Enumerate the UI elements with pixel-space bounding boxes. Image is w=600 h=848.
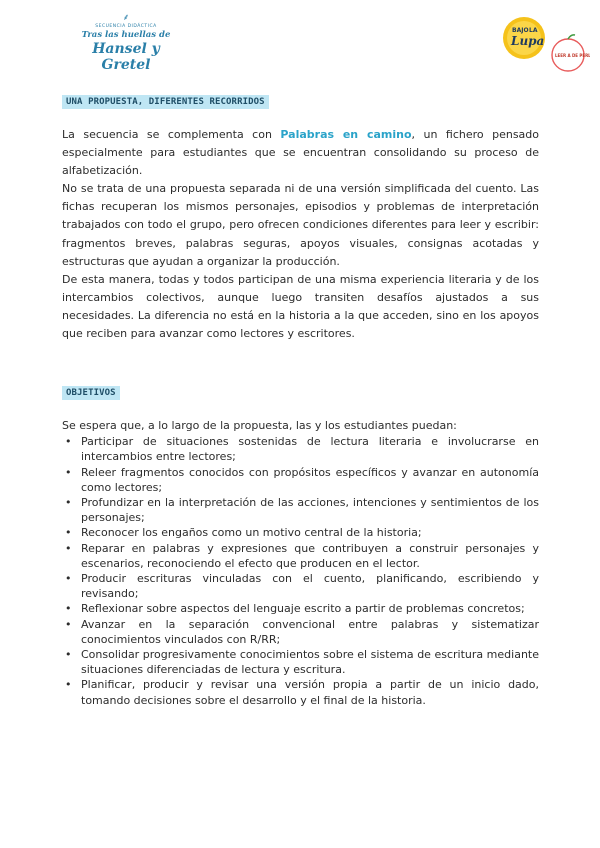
bullet-icon: • [65, 572, 72, 586]
objectives-intro: Se espera que, a lo largo de la propuesta, las y los estudiantes puedan: [62, 419, 457, 432]
partner-logos [500, 14, 590, 76]
sprig-icon: ⸙ [122, 13, 130, 23]
bullet-icon: • [65, 435, 72, 449]
bullet-icon: • [65, 617, 72, 631]
section-heading-objectives: OBJETIVOS [62, 386, 120, 400]
list-item: • Reconocer los engaños como un motivo central de la historia; [65, 526, 422, 540]
bullet-icon: • [65, 648, 72, 662]
list-item: • Reparar en palabras y expresiones que contribuyen a construir personajes y escenarios, reconociendo el efecto que producen en el lector. [65, 541, 539, 570]
objectives-block [62, 418, 539, 708]
list-item: • Profundizar en la interpretación de las acciones, intenciones y sentimientos de los personajes; [65, 496, 539, 525]
logo-title-line1: Tras las huellas de [81, 30, 171, 40]
svg-text:BAJO: BAJO [512, 27, 529, 34]
fichero-name: Palabras en camino [280, 128, 412, 141]
svg-text:LA: LA [529, 27, 538, 34]
list-item: • Participar de situaciones sostenidas de lectura literaria e involucrarse en intercambios entre lectores; [65, 435, 539, 464]
svg-text:LEER A DE PERLA: LEER A DE PERLA [555, 53, 590, 58]
bajo-la-lupa-logo [500, 14, 590, 76]
list-item: • Avanzar en la separación convencional entre palabras y sistematizar conocimientos vinculados con R/RR; [65, 617, 539, 646]
bullet-icon: • [65, 541, 72, 555]
list-item: • Planificar, producir y revisar una versión propia a partir de un inicio dado, tomando decisiones sobre el desarrollo y el final de la historia. [65, 678, 539, 707]
logo-title-line2: Hansel y Gretel [92, 41, 160, 73]
svg-text:Lupa: Lupa [511, 34, 545, 48]
section-heading-proposal: UNA PROPUESTA, DIFERENTES RECORRIDOS [62, 95, 269, 109]
paragraph-3: De esta manera, todas y todos participan de una misma experiencia literaria y de los intercambios colectivos, aunque luego transiten desafíos ajustados a sus necesidades. La diferencia no está en la historia a la que acceden, sino en los apoyos que reciben para avanzar como lectores y escritores. [62, 272, 539, 341]
bullet-icon: • [65, 602, 72, 616]
bullet-icon: • [65, 526, 72, 540]
paragraph-2: No se trata de una propuesta separada ni de una versión simplificada del cuento. Las fichas recuperan los mismos personajes, episodios y problemas de interpretación trabajados con todo el grupo, pero ofrecen condiciones diferentes para leer y escribir: fragmentos breves, palabras seguras, apoyos visuales, consignas acotadas y estructuras que ayudan a organizar la producción. [62, 182, 539, 268]
list-item: • Consolidar progresivamente conocimientos sobre el sistema de escritura mediante situaciones diferenciadas de lectura y escritura. [65, 648, 539, 677]
paragraph-1: La secuencia se complementa con Palabras en camino, un fichero pensado especialmente para estudiantes que se encuentran consolidando su proceso de alfabetización. [62, 128, 540, 178]
logo-kicker: SECUENCIA DIDÁCTICA [95, 24, 157, 29]
list-item: • Producir escrituras vinculadas con el cuento, planificando, escribiendo y revisando; [65, 572, 539, 601]
bullet-icon: • [65, 678, 72, 692]
list-item: • Reflexionar sobre aspectos del lenguaje escrito a partir de problemas concretos; [65, 602, 525, 616]
objectives-list [62, 434, 539, 708]
list-item: • Releer fragmentos conocidos con propósitos específicos y avanzar en autonomía como lectores; [65, 465, 539, 494]
bullet-icon: • [65, 496, 72, 510]
sequence-logo [74, 14, 178, 73]
proposal-text [62, 126, 539, 343]
bullet-icon: • [65, 465, 72, 479]
